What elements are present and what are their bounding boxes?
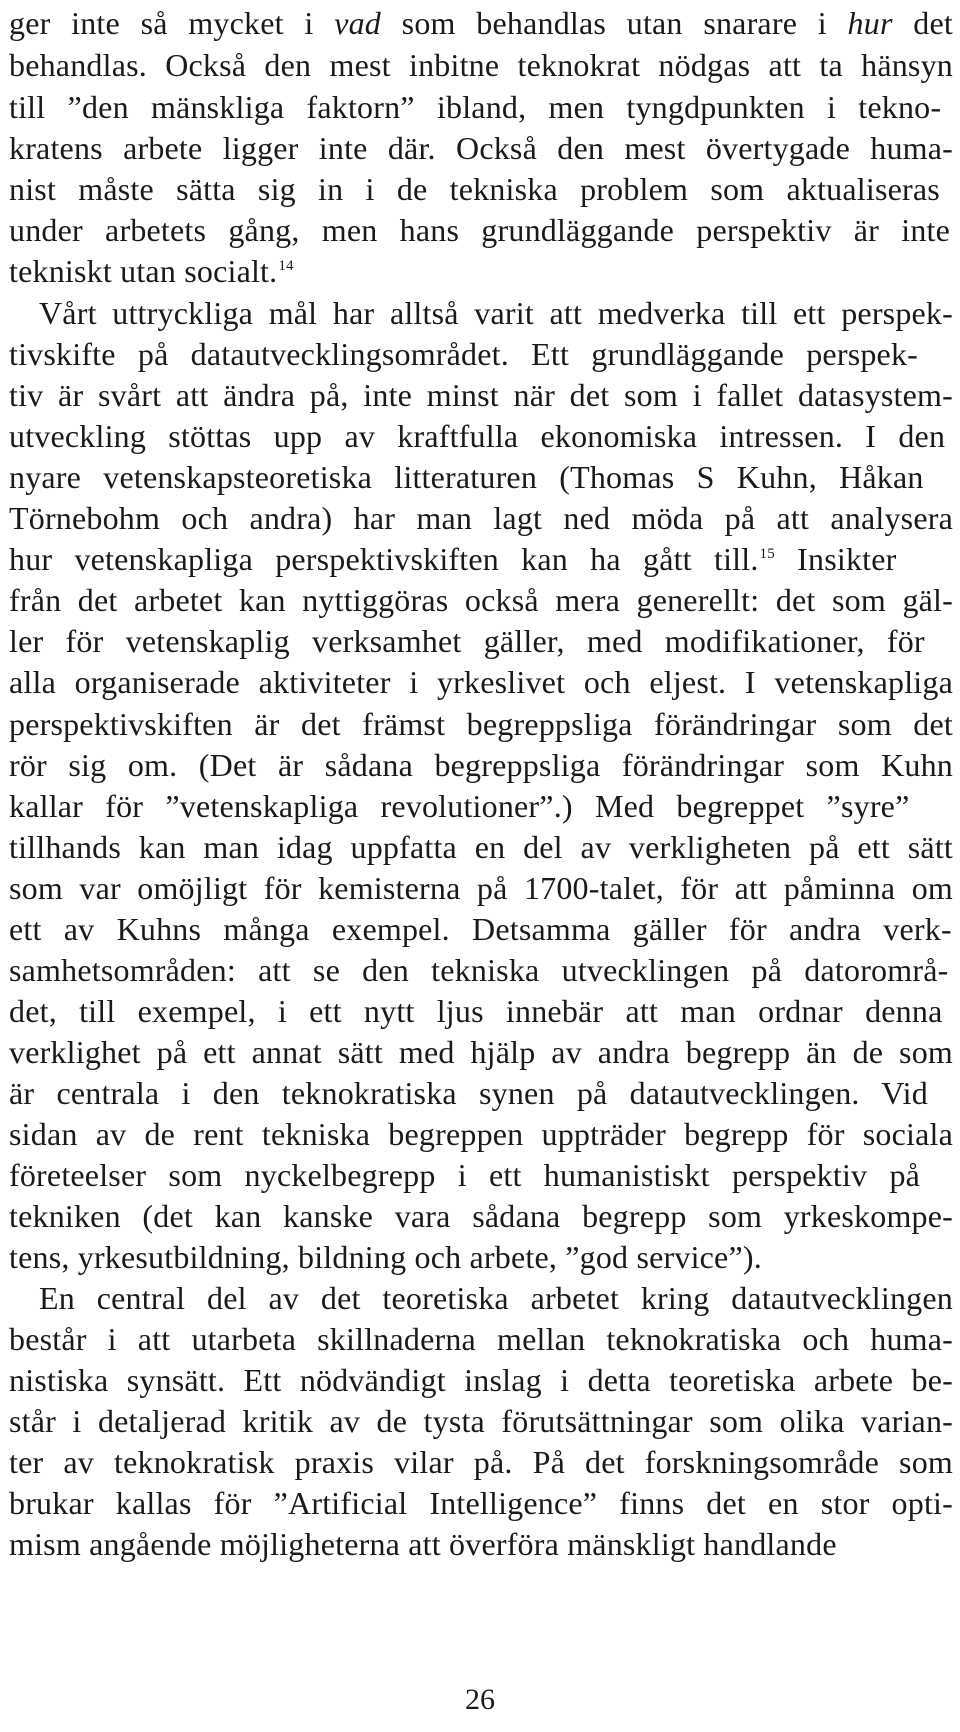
footnote-marker: 14 — [278, 258, 294, 274]
text-line: Vårt uttryckliga mål har alltså varit att medverka till ett perspek- — [39, 295, 953, 331]
text-line: företeelser som nyckelbegrepp i ett humanistiskt perspektiv på — [9, 1157, 921, 1193]
text-line: En central del av det teoretiska arbetet kring datautvecklingen — [39, 1280, 953, 1316]
footnote-marker: 15 — [759, 546, 775, 562]
text-line: verklighet på ett annat sätt med hjälp av andra begrepp än de som — [9, 1034, 953, 1070]
text-line: tekniskt utan socialt.$^{14}$ — [9, 253, 294, 289]
text-line: är centrala i den teknokratiska synen på datautvecklingen. Vid — [9, 1075, 928, 1111]
text-line: perspektivskiften är det främst begreppsliga förändringar som det — [9, 706, 953, 742]
text-line: består i att utarbeta skillnaderna mellan teknokratiska och huma- — [9, 1321, 953, 1357]
text-line: utveckling stöttas upp av kraftfulla ekonomiska intressen. I den — [9, 418, 946, 454]
text-line: kratens arbete ligger inte där. Också den mest övertygade huma- — [9, 130, 953, 166]
text-line: till ”den mänskliga faktorn” ibland, men tyngdpunkten i tekno- — [9, 89, 942, 125]
text-line: ger inte så mycket i vad som behandlas utan snarare i hur det — [9, 5, 953, 41]
text-line: tens, yrkesutbildning, bildning och arbete, ”god service”). — [9, 1239, 762, 1275]
text-line: tekniken (det kan kanske vara sådana begrepp som yrkeskompe- — [9, 1198, 953, 1234]
text-line: Törnebohm och andra) har man lagt ned möda på att analysera — [9, 500, 953, 536]
text-line: från det arbetet kan nyttiggöras också mera generellt: det som gäl- — [9, 582, 953, 618]
text-line: det, till exempel, i ett nytt ljus innebär att man ordnar denna — [9, 993, 943, 1029]
text-line: står i detaljerad kritik av de tysta förutsättningar som olika varian- — [9, 1403, 953, 1439]
text-line: ett av Kuhns många exempel. Detsamma gäller för andra verk- — [9, 911, 952, 947]
text-line: kallar för ”vetenskapliga revolutioner”.) Med begreppet ”syre” — [9, 788, 910, 824]
text-line: mism angående möjligheterna att överföra mänskligt handlande — [9, 1526, 837, 1562]
text-line: samhetsområden: att se den tekniska utvecklingen på datorområ- — [9, 952, 949, 988]
text-line: tivskifte på datautvecklingsområdet. Ett grundläggande perspek- — [9, 336, 919, 372]
text-line: sidan av de rent tekniska begreppen uppträder begrepp för sociala — [9, 1116, 953, 1152]
page-number: 26 — [465, 1683, 495, 1716]
text-line: ter av teknokratisk praxis vilar på. På det forskningsområde som — [9, 1444, 953, 1480]
text-line: ler för vetenskaplig verksamhet gäller, med modifikationer, för — [9, 623, 925, 659]
text-line: brukar kallas för ”Artificial Intelligence” finns det en stor opti- — [9, 1485, 953, 1521]
text-line: nyare vetenskapsteoretiska litteraturen (Thomas S Kuhn, Håkan — [9, 459, 924, 495]
text-line: behandlas. Också den mest inbitne teknokrat nödgas att ta hänsyn — [9, 47, 953, 83]
text-line: hur vetenskapliga perspektivskiften kan ha gått till.$^{15}$ Insikter — [9, 541, 897, 577]
text-line: alla organiserade aktiviteter i yrkeslivet och eljest. I vetenskapliga — [9, 664, 953, 700]
text-line: som var omöjligt för kemisterna på 1700-talet, för att påminna om — [9, 870, 953, 906]
emphasis: hur — [847, 5, 893, 41]
text-line: nist måste sätta sig in i de tekniska problem som aktualiseras — [9, 171, 940, 207]
emphasis: vad — [334, 5, 381, 41]
text-line: tiv är svårt att ändra på, inte minst när det som i fallet datasystem- — [9, 377, 953, 413]
text-line: under arbetets gång, men hans grundläggande perspektiv är inte — [9, 212, 951, 248]
text-line: tillhands kan man idag uppfatta en del av verkligheten på ett sätt — [9, 829, 953, 865]
text-line: rör sig om. (Det är sådana begreppsliga förändringar som Kuhn — [9, 747, 953, 783]
text-line: nistiska synsätt. Ett nödvändigt inslag i detta teoretiska arbete be- — [9, 1362, 953, 1398]
